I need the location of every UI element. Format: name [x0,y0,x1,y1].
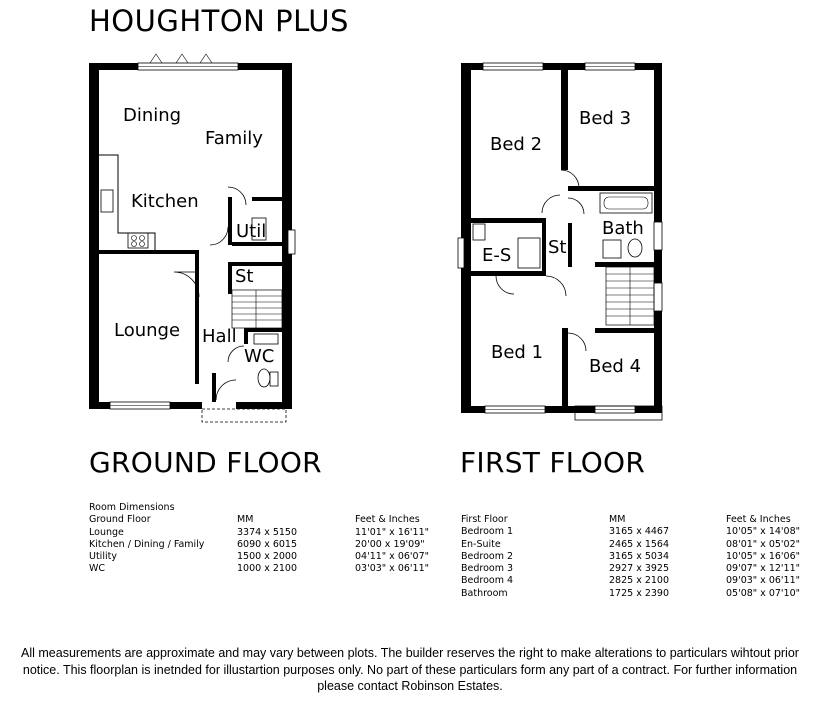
ground-floor-heading: GROUND FLOOR [89,446,322,479]
room-name: Bedroom 1 [461,526,514,538]
room-feet: 10'05" x 14'08" [726,526,800,538]
room-feet: 11'01" x 16'11" [355,526,429,538]
room-label-bath: Bath [602,218,644,239]
page-title: HOUGHTON PLUS [89,4,349,38]
room-mm: 3165 x 5034 [609,550,670,562]
room-mm: 1000 x 2100 [237,563,298,575]
room-name: En-Suite [461,538,501,550]
room-label-store-ground: St [235,266,254,287]
table-row [461,563,811,575]
room-name: Bedroom 4 [461,575,514,587]
room-mm: 2927 x 3925 [609,563,670,575]
floor-column-header: Ground Floor [89,514,151,526]
room-mm: 2465 x 1564 [609,538,670,550]
table-row [89,551,439,563]
dimensions-heading: Room Dimensions [89,502,175,513]
table-row [461,588,811,600]
room-label-lounge: Lounge [114,320,181,341]
room-feet: 09'07" x 12'11" [726,563,800,575]
room-feet: 03'03" x 06'11" [355,563,429,575]
room-name: Lounge [89,526,124,538]
table-row [461,575,811,587]
room-feet: 09'03" x 06'11" [726,575,800,587]
feet-column-header: Feet & Inches [355,514,420,526]
room-label-kitchen: Kitchen [131,191,199,212]
room-label-dining: Dining [123,105,182,126]
room-feet: 08'01" x 05'02" [726,538,800,550]
room-label-store-first: St [548,237,567,258]
room-mm: 2825 x 2100 [609,575,670,587]
first-dimensions-table [461,514,811,600]
room-feet: 04'11" x 06'07" [355,551,429,563]
feet-column-header: Feet & Inches [726,514,791,525]
room-label-en-suite: E-S [482,245,512,266]
room-mm: 1500 x 2000 [237,551,298,563]
room-mm: 3165 x 4467 [609,526,670,538]
first-floor-heading: FIRST FLOOR [460,446,646,479]
room-feet: 10'05" x 16'06" [726,550,800,562]
room-name: Bedroom 3 [461,563,514,575]
disclaimer-text: All measurements are approximate and may vary between plots. The builder reserves the right to make alterations to particulars wihtout prior notice. This floorplan is inetnded for illustartion purposes only. No part of these particulars form any part of a contract. For further information please contact Robinson Estates. [21,646,799,693]
room-label-bed2: Bed 2 [490,134,543,155]
room-name: Kitchen / Dining / Family [89,538,205,550]
room-label-bed4: Bed 4 [589,356,642,377]
table-row [89,539,439,551]
room-name: WC [89,563,106,575]
room-mm: 3374 x 5150 [237,526,298,538]
floor-column-header: First Floor [461,514,508,525]
room-label-bed1: Bed 1 [491,342,544,363]
room-label-hall: Hall [202,326,237,347]
table-row [461,526,811,538]
room-feet: 20'00 x 19'09" [355,538,425,550]
room-mm: 6090 x 6015 [237,538,298,550]
room-feet: 05'08" x 07'10" [726,587,800,599]
room-label-wc: WC [244,346,275,367]
room-name: Bedroom 2 [461,550,514,562]
room-mm: 1725 x 2390 [609,587,670,599]
room-name: Bathroom [461,587,508,599]
room-label-family: Family [205,128,263,149]
room-label-utility: Util [236,221,267,242]
table-row [461,539,811,551]
ground-dimensions-table [89,502,439,576]
table-header [89,514,439,526]
table-row [461,551,811,563]
mm-column-header: MM [609,514,626,525]
room-label-bed3: Bed 3 [579,108,632,129]
table-header [461,514,811,526]
mm-column-header: MM [237,514,254,526]
table-row [89,563,439,575]
room-name: Utility [89,551,117,563]
table-row [89,527,439,539]
